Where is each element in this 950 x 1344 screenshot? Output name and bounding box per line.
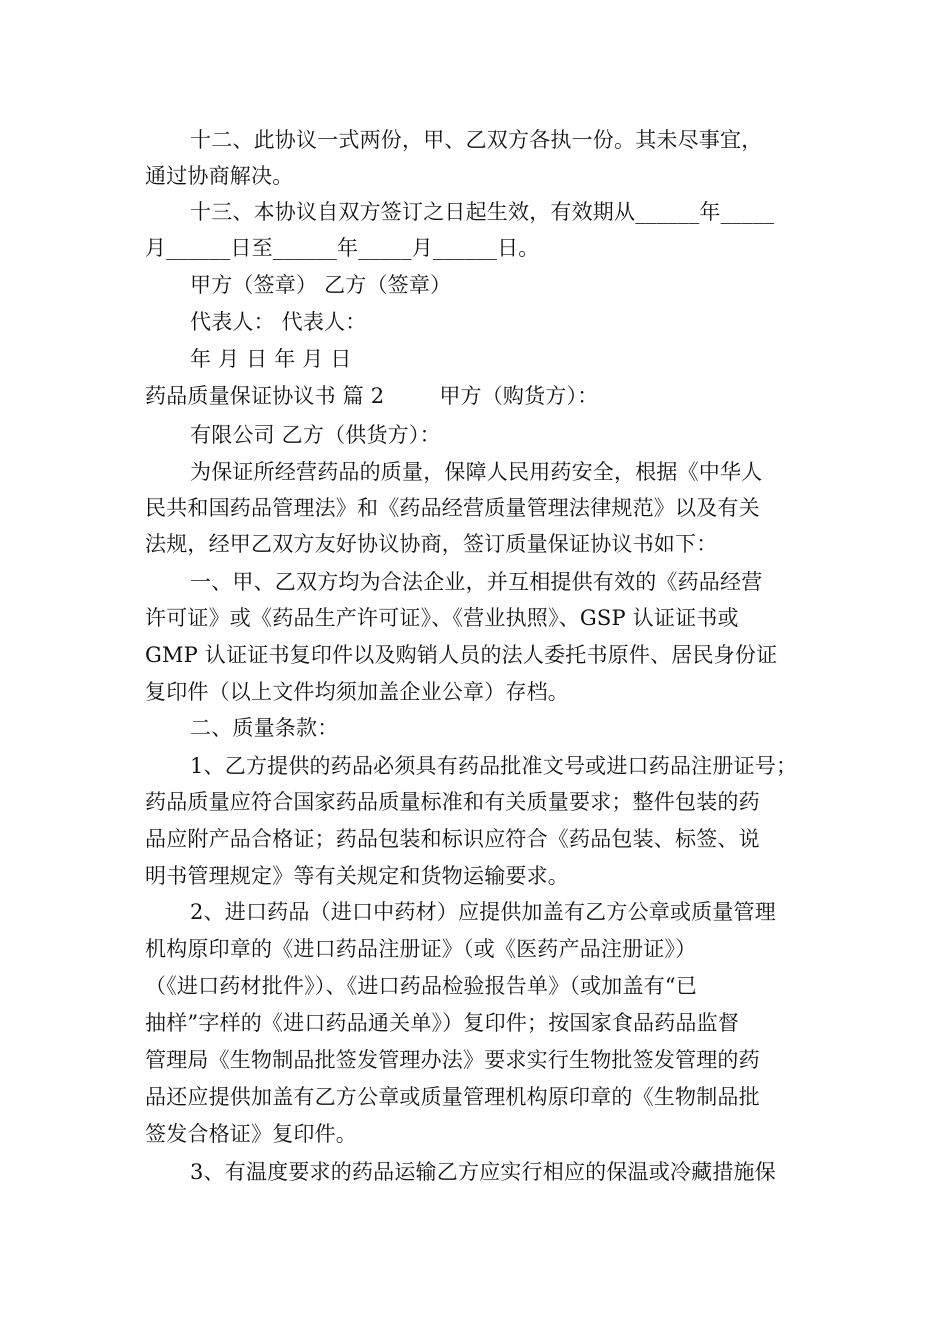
paragraph-line: GMP 认证证书复印件以及购销人员的法人委托书原件、居民身份证 <box>145 643 778 667</box>
representative-line: 代表人： 代表人： <box>190 310 367 334</box>
section-heading: 二、质量条款： <box>190 716 339 740</box>
paragraph-line: 管理局《生物制品批签发管理办法》要求实行生物批签发管理的药 <box>145 1048 760 1072</box>
signature-line: 甲方（签章） 乙方（签章） <box>190 273 452 297</box>
paragraph-line: 抽样”字样的《进口药品通关单》）复印件；按国家食品药品监督 <box>145 1011 740 1035</box>
paragraph-line: 明书管理规定》等有关规定和货物运输要求。 <box>145 864 569 888</box>
paragraph-line: 药品质量应符合国家药品质量标准和有关质量要求；整件包装的药 <box>145 790 760 814</box>
paragraph-line: 为保证所经营药品的质量，保障人民用药安全，根据《中华人 <box>190 460 763 484</box>
paragraph-line: 十二、此协议一式两份，甲、乙双方各执一份。其未尽事宜， <box>190 128 763 152</box>
paragraph-line: 复印件（以上文件均须加盖企业公章）存档。 <box>145 680 569 704</box>
paragraph-line: 一、甲、乙双方均为合法企业，并互相提供有效的《药品经营 <box>190 570 763 594</box>
paragraph-line: 2、进口药品（进口中药材）应提供加盖有乙方公章或质量管理 <box>190 900 776 924</box>
section-heading: 药品质量保证协议书 篇 2 甲方（购货方）： <box>145 384 599 408</box>
paragraph-line: 民共和国药品管理法》和《药品经营质量管理法律规范》以及有关 <box>145 496 760 520</box>
paragraph-line: 品应附产品合格证；药品包装和标识应符合《药品包装、标签、说 <box>145 827 760 851</box>
paragraph-line: 机构原印章的《进口药品注册证》（或《医药产品注册证》） <box>145 937 697 961</box>
paragraph-line: 许可证》或《药品生产许可证》、《营业执照》、GSP 认证证书或 <box>145 606 739 630</box>
paragraph-line: 十三、本协议自双方签订之日起生效，有效期从______年_____ <box>190 200 775 224</box>
date-line: 年 月 日 年 月 日 <box>190 347 352 371</box>
paragraph-line: 有限公司 乙方（供货方）： <box>190 423 441 447</box>
paragraph-line: （《进口药材批件》）、《进口药品检验报告单》（或加盖有“已 <box>145 974 698 998</box>
paragraph-line: 1、乙方提供的药品必须具有药品批准文号或进口药品注册证号； <box>190 754 798 778</box>
paragraph-line: 月______日至______年_____月______日。 <box>145 236 540 260</box>
paragraph-line: 法规，经甲乙双方友好协议协商，签订质量保证协议书如下： <box>145 532 718 556</box>
paragraph-line: 通过协商解决。 <box>145 164 294 188</box>
paragraph-line: 3、有温度要求的药品运输乙方应实行相应的保温或冷藏措施保 <box>190 1160 776 1184</box>
paragraph-line: 品还应提供加盖有乙方公章或质量管理机构原印章的《生物制品批 <box>145 1085 760 1109</box>
paragraph-line: 签发合格证》复印件。 <box>145 1122 357 1146</box>
